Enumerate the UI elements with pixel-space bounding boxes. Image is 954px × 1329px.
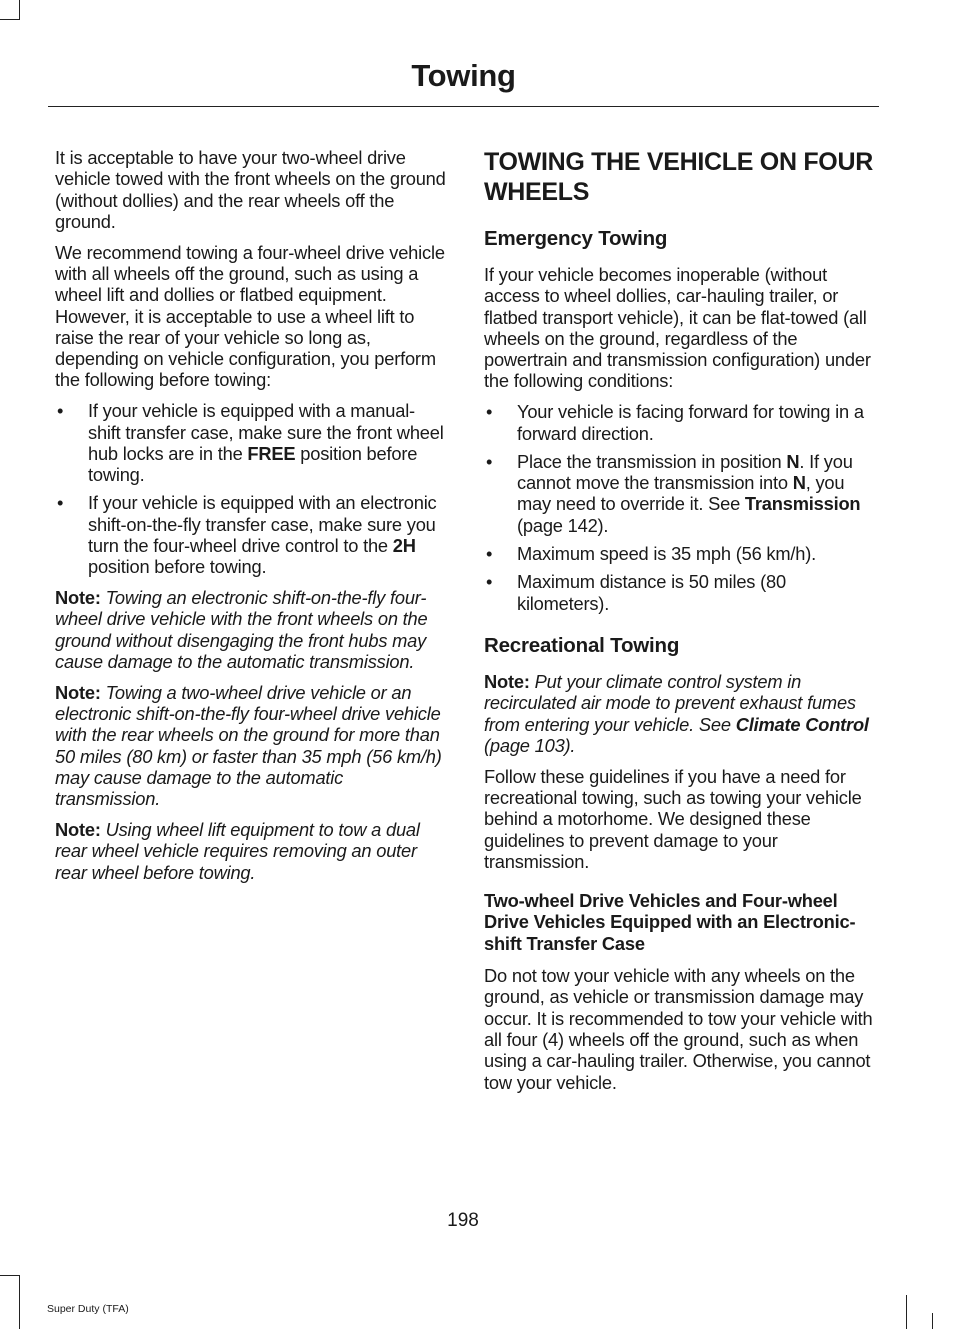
list-item: • Place the transmission in position N. If you cannot move the transmission into N, you may need to override it. See Transmission (page 142). <box>486 450 861 536</box>
bullet-icon: • <box>486 571 493 593</box>
list-item: • If your vehicle is equipped with an electronic shift-on-the-fly transfer case, make sure you turn the four-wheel drive control to the 2H position before towing. <box>57 492 437 578</box>
cross-reference-link[interactable]: Climate Control <box>735 713 869 735</box>
bullet-icon: • <box>486 450 493 472</box>
paragraph: Follow these guidelines if you have a need for recreational towing, such as towing your vehicle behind a motorhome. We designed these guidelines to prevent damage to your transmission. <box>484 765 862 872</box>
note: Note: Using wheel lift equipment to tow a dual rear wheel vehicle requires removing an outer rear wheel before towing. <box>55 819 420 883</box>
note: Note: Put your climate control system in recirculated air mode to prevent exhaust fumes from entering your vehicle. See Climate Control (page 103). <box>484 670 869 756</box>
note: Note: Towing an electronic shift-on-the-fly four-wheel drive vehicle with the front wheels on the ground without disengaging the front hubs may cause damage to the automatic transmission. <box>55 587 428 673</box>
title-rule <box>48 106 879 107</box>
bullet-icon: • <box>57 400 64 422</box>
list-item: • Maximum speed is 35 mph (56 km/h). <box>486 543 817 565</box>
subsection-heading: Two-wheel Drive Vehicles and Four-wheel Drive Vehicles Equipped with an Electronic-shift Transfer Case <box>484 890 856 954</box>
list-item: • Maximum distance is 50 miles (80 kilometers). <box>486 571 786 614</box>
note: Note: Towing a two-wheel drive vehicle or an electronic shift-on-the-fly four-wheel drive vehicle with the rear wheels on the ground for more than 50 miles (80 km) or faster than 35 mph (56 km/h) may cause damage to the automatic transmission. <box>55 681 442 810</box>
left-column <box>55 147 447 893</box>
crop-mark-bottom-left-h <box>0 1275 20 1276</box>
crop-mark-bottom-right-v2 <box>932 1313 933 1329</box>
right-column <box>484 147 876 1102</box>
subsection-heading: Recreational Towing <box>484 633 680 657</box>
bullet-icon: • <box>57 492 64 514</box>
bullet-icon: • <box>486 543 493 565</box>
footer-label: Super Duty (TFA) <box>47 1303 129 1315</box>
list-item: • If your vehicle is equipped with a manual-shift transfer case, make sure the front wheel hub locks are in the FREE position before towing. <box>57 400 444 486</box>
paragraph: We recommend towing a four-wheel drive vehicle with all wheels off the ground, such as using a wheel lift and dollies or flatbed equipment. However, it is acceptable to use a wheel lift to raise the rear of your vehicle so long as, depending on vehicle configuration, you perform the following before towing: <box>55 241 445 391</box>
bullet-icon: • <box>486 401 493 423</box>
subsection-heading: Emergency Towing <box>484 227 668 250</box>
page-number: 198 <box>447 1210 479 1231</box>
crop-mark-bottom-right-v1 <box>906 1295 907 1329</box>
paragraph: It is acceptable to have your two-wheel drive vehicle towed with the front wheels on the ground (without dollies) and the rear wheels off the ground. <box>55 147 446 232</box>
crop-mark-top-left-v <box>19 0 20 20</box>
section-heading: TOWING THE VEHICLE ON FOUR WHEELS <box>484 148 873 206</box>
paragraph: Do not tow your vehicle with any wheels on the ground, as vehicle or transmission damage may occur. It is recommended to tow your vehicle with all four (4) wheels off the ground, such as when using a car-hauling trailer. Otherwise, you cannot tow your vehicle. <box>484 965 873 1093</box>
paragraph: If your vehicle becomes inoperable (without access to wheel dollies, car-hauling trailer, or flatbed transport vehicle), it can be flat-towed (all wheels on the ground, regardless of the powertrain and transmission configuration) under the following conditions: <box>484 264 871 392</box>
crop-mark-bottom-left-v <box>19 1276 20 1329</box>
list-item: • Your vehicle is facing forward for towing in a forward direction. <box>486 401 864 444</box>
crop-mark-top-left-h <box>0 19 20 20</box>
cross-reference-link[interactable]: Transmission <box>744 493 861 515</box>
page-title: Towing <box>411 58 516 93</box>
